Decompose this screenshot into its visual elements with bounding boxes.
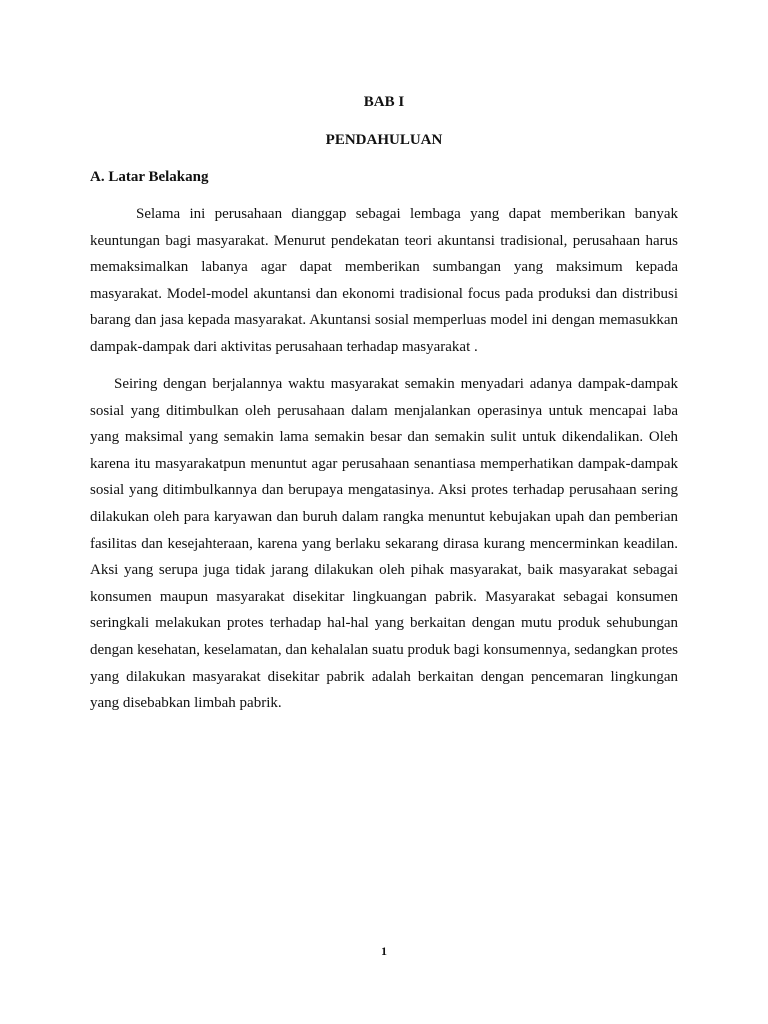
body-paragraph-1: Selama ini perusahaan dianggap sebagai lembaga yang dapat memberikan banyak keuntungan bagi masyarakat. Menurut pendekatan teori akuntansi tradisional, perusahaan harus memaksimalkan labanya agar dapat memberikan sumbangan yang maksimum kepada masyarakat. Model-model akuntansi dan ekonomi tradisional focus pada produksi dan distribusi barang dan jasa kepada masyarakat. Akuntansi sosial memperluas model ini dengan memasukkan dampak-dampak dari aktivitas perusahaan terhadap masyarakat . [90,206,678,355]
section-heading: A. Latar Belakang [90,169,209,185]
page-number: 1 [381,944,387,958]
chapter-title: PENDAHULUAN [325,132,443,148]
body-paragraph-2: Seiring dengan berjalannya waktu masyarakat semakin menyadari adanya dampak-dampak sosial yang ditimbulkan oleh perusahaan dalam menjalankan operasinya untuk mencapai laba yang maksimal yang semakin lama semakin besar dan semakin sulit untuk dikendalikan. Oleh karena itu masyarakatpun menuntut agar perusahaan senantiasa memperhatikan dampak-dampak sosial yang ditimbulkannya dan berupaya mengatasinya. Aksi protes terhadap perusahaan sering dilakukan oleh para karyawan dan buruh dalam rangka menuntut kebujakan upah dan pemberian fasilitas dan kesejahteraan, karena yang berlaku sekarang dirasa kurang mencerminkan keadilan. Aksi yang serupa juga tidak jarang dilakukan oleh pihak masyarakat, baik masyarakat sebagai konsumen maupun masyarakat disekitar lingkuangan pabrik. Masyarakat sebagai konsumen seringkali melakukan protes terhadap hal-hal yang berkaitan dengan mutu produk sehubungan dengan kesehatan, keselamatan, dan kehalalan suatu produk bagi konsumennya, sedangkan protes yang dilakukan masyarakat disekitar pabrik adalah berkaitan dengan pencemaran lingkungan yang disebabkan limbah pabrik. [90,376,678,712]
chapter-number: BAB I [363,94,405,110]
